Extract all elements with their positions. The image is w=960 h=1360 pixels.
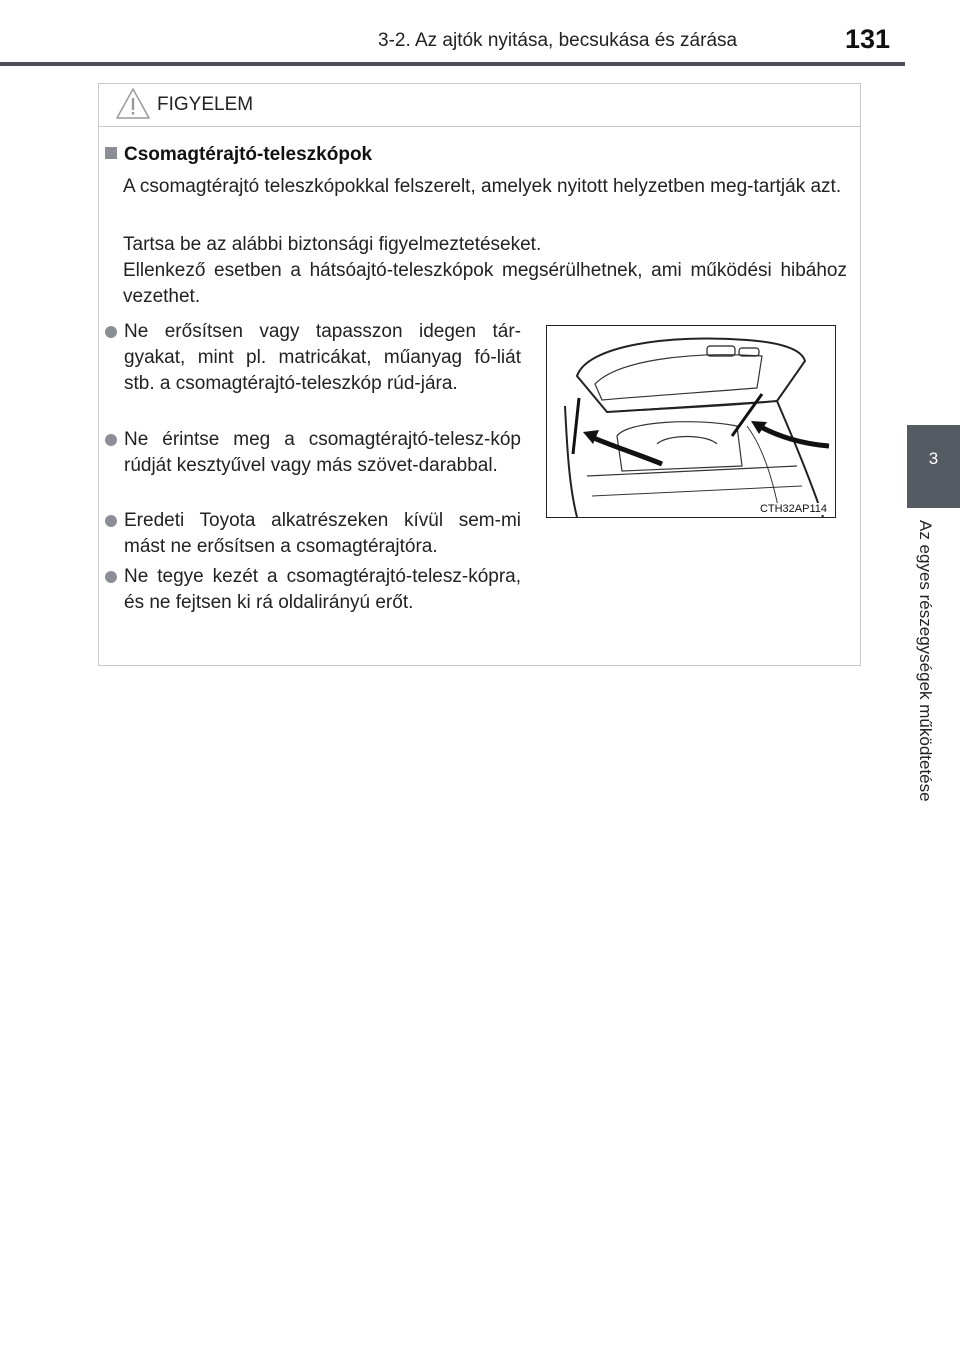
- bullet-dot-icon: [105, 326, 117, 338]
- bullet-item: [105, 508, 521, 560]
- header-rule: [0, 62, 905, 66]
- bullet-dot-icon: [105, 571, 117, 583]
- section-heading-text: Csomagtérajtó-teleszkópok: [124, 144, 373, 165]
- instruction-line-1: Tartsa be az alábbi biztonsági figyelmeztetéseket.: [123, 234, 542, 255]
- bullet-dot-icon: [105, 515, 117, 527]
- tailgate-strut-illustration: [546, 325, 836, 518]
- bullet-item: [105, 319, 521, 397]
- warning-triangle-icon: [115, 87, 151, 126]
- chapter-tab: [907, 425, 960, 508]
- bullet-dot-icon: [105, 434, 117, 446]
- warning-title: FIGYELEM: [157, 94, 254, 115]
- bullet-item: [105, 564, 521, 616]
- instruction-paragraph: [123, 232, 847, 310]
- page-number: 131: [845, 24, 891, 54]
- square-bullet-icon: [105, 147, 117, 159]
- warning-box: [98, 83, 861, 666]
- bullet-item: [105, 427, 521, 479]
- bullet-text: Ne érintse meg a csomagtérajtó-telesz-kóp rúdját kesztyűvel vagy más szövet-darabbal.: [124, 429, 521, 476]
- running-header-title: 3-2. Az ajtók nyitása, becsukása és zárása: [378, 30, 738, 51]
- bullet-text: Eredeti Toyota alkatrészeken kívül sem-mi mást ne erősítsen a csomagtérajtóra.: [124, 510, 521, 557]
- tailgate-drawing: [547, 326, 835, 517]
- warning-header: [99, 84, 860, 127]
- bullet-text: Ne tegye kezét a csomagtérajtó-telesz-kópra, és ne fejtsen ki rá oldalirányú erőt.: [124, 566, 521, 613]
- chapter-label: Az egyes részegységek működtetése: [916, 520, 935, 802]
- instruction-line-2: Ellenkező esetben a hátsóajtó-teleszkópok megsérülhetnek, ami működési hibához vezethet.: [123, 260, 847, 307]
- intro-paragraph: A csomagtérajtó teleszkópokkal felszerelt, amelyek nyitott helyzetben meg-tartják azt.: [123, 176, 842, 197]
- bullet-text: Ne erősítsen vagy tapasszon idegen tár-gyakat, mint pl. matricákat, műanyag fó-liát stb. a csomagtérajtó-teleszkóp rúd-jára.: [124, 321, 521, 394]
- section-heading: [105, 144, 372, 166]
- chapter-number: 3: [928, 449, 939, 468]
- figure-code: CTH32AP114: [759, 503, 827, 515]
